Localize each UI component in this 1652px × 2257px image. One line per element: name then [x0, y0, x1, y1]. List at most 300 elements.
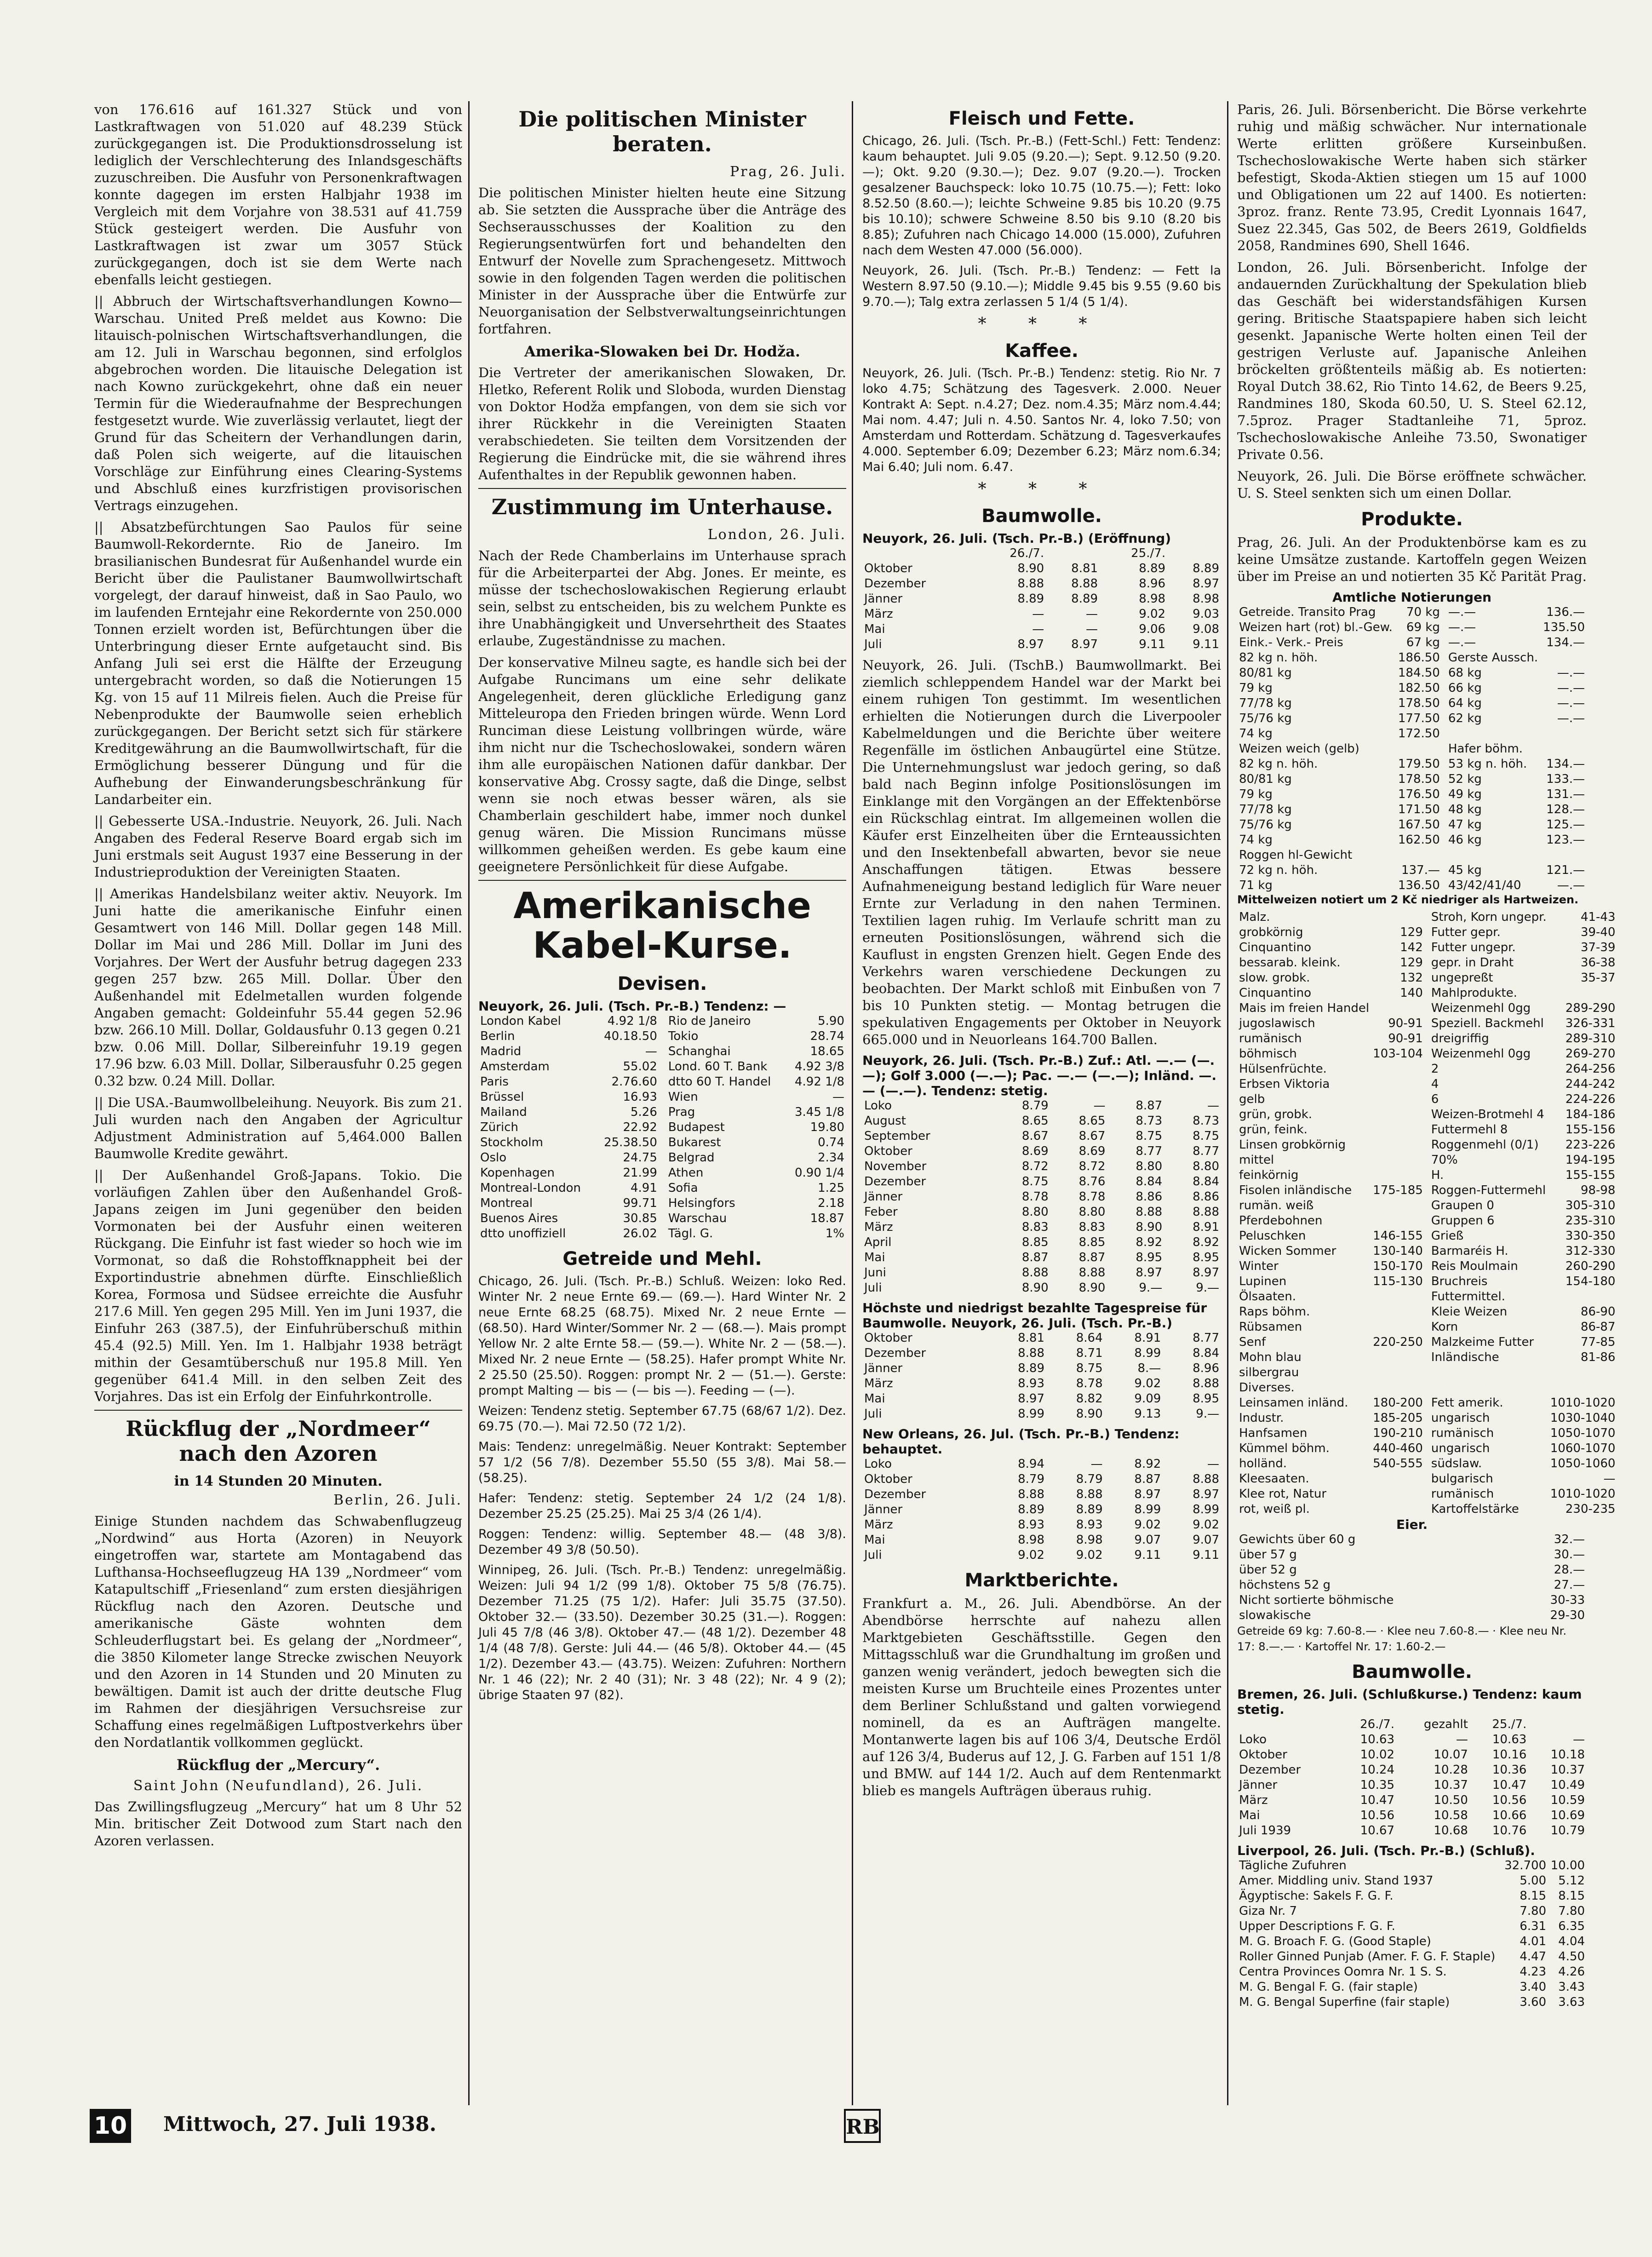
- table-row: [1237, 1808, 1587, 1823]
- table-cell: Getreide. Transito Prag: [1239, 605, 1376, 619]
- table-row: [1237, 772, 1587, 787]
- table-cell: 185-205: [1373, 1411, 1423, 1425]
- table-row: [1237, 1350, 1617, 1365]
- table-cell: —: [1456, 1733, 1468, 1746]
- table-cell: 5.90: [818, 1014, 844, 1028]
- table-cell: 0.74: [818, 1136, 844, 1149]
- table-cell: Feber: [864, 1205, 898, 1219]
- table-cell: 9.02: [1134, 1377, 1161, 1390]
- table-cell: —.—: [1448, 636, 1476, 649]
- table-row: [1237, 1411, 1617, 1426]
- table-cell: Dezember: [864, 1346, 926, 1360]
- table-row: [862, 1487, 1221, 1502]
- table-cell: mittel: [1239, 1153, 1274, 1167]
- table-cell: 70%: [1431, 1153, 1458, 1167]
- table-cell: 9.07: [1134, 1533, 1161, 1547]
- table-row: [1237, 1168, 1617, 1183]
- table-cell: 9.02: [1018, 1548, 1044, 1562]
- table-row: [1237, 1823, 1587, 1838]
- divider: [478, 880, 846, 881]
- table-cell: Malzkeime Futter: [1431, 1335, 1534, 1349]
- table-row: [1237, 986, 1617, 1001]
- table-cell: Futter gepr.: [1431, 925, 1501, 939]
- table-cell: 19.80: [810, 1120, 844, 1134]
- table-cell: Tägl. G.: [668, 1227, 713, 1240]
- table-cell: Jänner: [864, 1503, 903, 1516]
- table-cell: 35-37: [1580, 971, 1616, 985]
- table-cell: Weizen hart (rot) bl.-Gew.: [1239, 620, 1393, 634]
- table-cell: Bukarest: [668, 1136, 721, 1149]
- table-row: [1237, 1964, 1587, 1980]
- table-cell: 30.—: [1554, 1548, 1585, 1562]
- table-cell: 10.35: [1360, 1778, 1394, 1792]
- table-cell: 134.—: [1546, 757, 1585, 771]
- table-row: [1237, 1380, 1617, 1396]
- table-cell: Jänner: [864, 1190, 903, 1204]
- table-cell: 115-130: [1373, 1275, 1423, 1288]
- table-row: [1237, 1873, 1587, 1889]
- table-cell: 90-91: [1388, 1017, 1423, 1030]
- table-cell: 8.78: [1078, 1190, 1106, 1204]
- page-number: 10: [90, 2109, 131, 2143]
- table-cell: Barmaréis H.: [1431, 1244, 1509, 1258]
- section-devisen: Devisen.: [617, 973, 707, 994]
- table-cell: 8.83: [1021, 1220, 1049, 1234]
- table-cell: 8.75: [1021, 1175, 1049, 1189]
- table-cell: [1371, 1213, 1425, 1229]
- table-cell: 8.99: [1193, 1503, 1219, 1516]
- table-cell: 30-33: [1550, 1593, 1585, 1607]
- table-cell: 8.88: [1136, 1205, 1163, 1219]
- section-fleisch: Fleisch und Fette.: [948, 108, 1135, 129]
- table-cell: 8.91: [1134, 1331, 1161, 1345]
- table-cell: 269-270: [1565, 1047, 1616, 1061]
- table-cell: 8.90: [1076, 1407, 1103, 1421]
- table-cell: Juni: [864, 1266, 886, 1280]
- dateline: London, 26. Juli.: [707, 527, 846, 543]
- table-cell: 36-38: [1580, 956, 1616, 970]
- table-cell: Madrid: [480, 1045, 522, 1058]
- table-row: [862, 1114, 1221, 1129]
- table-cell: [1396, 848, 1442, 863]
- article-paragraph: London, 26. Juli. Börsenbericht. Infolge der andauernden Zurückhaltung der Spekulation blieb das Geschäft bei widerstandsfähigen Kursen gering. Britische Staatspapiere haben sich leicht gesenkt. Japanische Werte holten einen Teil der gestrigen Verluste auf. Japanische Anleihen bröckelten größtenteils mäßig ab. Es notierten: Royal Dutch 38.62, Rio Tinto 14.62, de Beers 9.25, Randmines 180, Skoda 60.50, U. S. Steel 62.12, 7.5proz. Prager Stadtanleihe 71, 5proz. Tschechoslowakische Anleihe 73.50, Swonatiger Private 0.56.: [1237, 259, 1587, 462]
- table-cell: 8.67: [1078, 1129, 1106, 1143]
- table-cell: 4.47: [1520, 1950, 1547, 1964]
- table-cell: 8.64: [1076, 1331, 1103, 1345]
- table-cell: Futter ungepr.: [1431, 941, 1516, 954]
- table-cell: 10.76: [1492, 1824, 1527, 1838]
- table-row: [862, 1346, 1221, 1361]
- table-cell: 25./7.: [1131, 546, 1166, 560]
- table-cell: 540-555: [1373, 1457, 1423, 1470]
- table-cell: 9.06: [1139, 622, 1166, 636]
- table-cell: über 57 g: [1239, 1548, 1297, 1562]
- table-cell: 9.—: [1196, 1407, 1219, 1421]
- table-cell: 1010-1020: [1550, 1487, 1616, 1501]
- table-cell: Erbsen Viktoria: [1239, 1077, 1330, 1091]
- table-cell: 8.88: [1021, 1266, 1049, 1280]
- table-cell: [862, 546, 978, 561]
- article-paragraph: Einige Stunden nachdem das Schwabenflugzeug „Nordwind“ aus Horta (Azoren) in Neuyork eingetroffen war, startete am Montagabend das Lufthansa-Hochseeflugzeug HA 139 „Nordmeer“ vom Katapultschiff „Friesenland“ zum ersten diesjährigen Rückflug nach den Azoren. Deutsche und amerikanische Gäste wohnten dem Schleuderflugstart bei. Es gelang der „Nordmeer“, die 3850 Kilometer lange Strecke zwischen Neuyork und den Azoren in 14 Stunden und 20 Minuten zu bewältigen. Damit ist auch der dritte deutsche Flug im Rahmen der diesjährigen Versuchsreise zur Schaffung eines regelmäßigen Luftpostverkehrs über den Nordatlantik vollkommen geglückt.: [94, 1513, 462, 1750]
- table-cell: 8.76: [1078, 1175, 1106, 1189]
- table-cell: 289-290: [1565, 1001, 1616, 1015]
- table-cell: 8.85: [1021, 1235, 1049, 1249]
- table-cell: 77-85: [1580, 1335, 1616, 1349]
- table-cell: 22.92: [623, 1120, 657, 1134]
- table-cell: 8.89: [1139, 562, 1166, 575]
- table-cell: [1371, 1153, 1425, 1168]
- market-report: Chicago, 26. Juli. (Tsch. Pr.-B.) (Fett-Schl.) Fett: Tendenz: kaum behauptet. Juli 9.05 (9.20.—); Sept. 9.12.50 (9.20.—); Okt. 9.20 (9.30.—); Dez. 9.07 (9.20.—). Trocken gesalzener Bauchspeck: loko 10.75 (10.75.—); Fett: loko 8.52.50 (8.60.—); leichte Schweine 9.85 bis 10.20 (9.75 bis 10.10); schwere Schweine 8.50 bis 9.10 (8.20 bis 8.85); Zufuhren nach Chicago 14.000 (15.000), Zufuhren nach dem Westen 47.000 (56.000).: [862, 134, 1221, 258]
- table-cell: 171.50: [1398, 803, 1440, 816]
- table-cell: [1541, 726, 1587, 741]
- table-cell: 190-210: [1373, 1426, 1423, 1440]
- article-paragraph: Der konservative Milneu sagte, es handle sich bei der Aufgabe Runcimans um eine sehr delikate Angelegenheit, deren glückliche Erledigung ganz Mitteleuropa den Frieden bringen würde. Wenn Lord Runciman diese Leistung vollbringen würde, wäre ihm nicht nur die Tschechoslowakei, sondern wären ihm alle europäischen Nationen dafür dankbar. Der konservative Abg. Crossy sagte, daß die Dinge, selbst wenn sie noch etwas besser wären, als sie Chamberlain geschildert habe, immer noch dunkel genug wären. Die Mission Runcimans müsse willkommen geheißen werden. Es gebe kaum eine geeignetere Persönlichkeit für diese Aufgabe.: [478, 655, 846, 874]
- table-cell: 184-186: [1565, 1108, 1616, 1121]
- table-cell: 8.79: [1018, 1472, 1044, 1486]
- table-cell: [1425, 1380, 1549, 1396]
- table-cell: 8.65: [1078, 1114, 1106, 1128]
- table-row: [862, 1265, 1221, 1281]
- column-2: [474, 101, 851, 2105]
- table-cell: 1030-1040: [1550, 1411, 1616, 1425]
- table-cell: 8.89: [1017, 592, 1044, 606]
- table-cell: 48 kg: [1448, 803, 1482, 816]
- table-cell: 10.28: [1434, 1763, 1468, 1777]
- table-cell: 43/42/41/40: [1448, 879, 1521, 892]
- table-cell: 8.92: [1134, 1457, 1161, 1471]
- table-cell: 326-331: [1565, 1017, 1616, 1030]
- table-cell: Belgrad: [668, 1151, 715, 1165]
- table-cell: [1167, 546, 1221, 561]
- table-cell: 8.89: [1076, 1503, 1103, 1516]
- table-row: [1237, 1229, 1617, 1244]
- table-cell: 9.02: [1139, 607, 1166, 621]
- table-row: [1237, 925, 1617, 940]
- table-cell: 8.95: [1193, 1251, 1219, 1264]
- table-cell: 8.77: [1193, 1144, 1219, 1158]
- table-cell: —: [1093, 1099, 1106, 1113]
- dateline: Berlin, 26. Juli.: [333, 1492, 462, 1508]
- table-cell: Loko: [864, 1099, 892, 1113]
- table-cell: [1541, 650, 1587, 666]
- table-row: [1237, 1304, 1617, 1320]
- table-row: [1237, 681, 1587, 696]
- table-cell: Oktober: [864, 562, 912, 575]
- table-row: [1237, 1858, 1587, 1873]
- table-cell: Tokio: [668, 1029, 699, 1043]
- table-row: [1237, 1562, 1587, 1578]
- table-cell: 8.92: [1193, 1235, 1219, 1249]
- table-cell: September: [864, 1129, 930, 1143]
- table-cell: Klee rot, Natur: [1239, 1487, 1327, 1501]
- table-cell: März: [864, 1518, 893, 1532]
- table-cell: —: [1032, 607, 1044, 621]
- table-cell: 8.89: [1193, 562, 1219, 575]
- table-cell: 74 kg: [1239, 833, 1273, 847]
- table-cell: Diverses.: [1239, 1381, 1295, 1395]
- table-cell: 0.90 1/4: [795, 1166, 844, 1180]
- table-row: [1237, 1001, 1617, 1016]
- cotton-table-hilo: [862, 1331, 1221, 1422]
- table-row: [1237, 620, 1587, 635]
- table-cell: 8.65: [1021, 1114, 1049, 1128]
- table-cell: Kleesaaten.: [1239, 1472, 1309, 1486]
- table-cell: 16.93: [623, 1090, 657, 1104]
- table-cell: 74 kg: [1239, 727, 1273, 741]
- table-cell: 8.15: [1558, 1889, 1585, 1903]
- table-cell: 71 kg: [1239, 879, 1273, 892]
- table-row: [478, 1226, 846, 1241]
- table-cell: 182.50: [1398, 681, 1440, 695]
- table-cell: 8.73: [1193, 1114, 1219, 1128]
- table-cell: 66 kg: [1448, 681, 1482, 695]
- table-cell: —.—: [1448, 620, 1476, 634]
- table-cell: 132: [1400, 971, 1423, 985]
- table-cell: 28.74: [810, 1029, 844, 1043]
- table-cell: 8.89: [1018, 1361, 1044, 1375]
- table-cell: 10.63: [1360, 1733, 1394, 1746]
- table-cell: 175-185: [1373, 1183, 1423, 1197]
- table-cell: 68 kg: [1448, 666, 1482, 680]
- table-cell: Giza Nr. 7: [1239, 1904, 1297, 1918]
- table-row: [1237, 1365, 1617, 1380]
- table-cell: Gewichts über 60 g: [1239, 1533, 1356, 1546]
- table-cell: [1541, 741, 1587, 757]
- table-cell: 8.97: [1017, 637, 1044, 651]
- table-row: [1237, 605, 1587, 620]
- table-cell: 80/81 kg: [1239, 666, 1292, 680]
- table-cell: Kümmel böhm.: [1239, 1441, 1330, 1455]
- table-cell: [1371, 910, 1425, 925]
- table-cell: 8.98: [1076, 1533, 1103, 1547]
- table-cell: 10.02: [1360, 1748, 1394, 1762]
- table-cell: 8.80: [1078, 1205, 1106, 1219]
- table-cell: 39-40: [1580, 925, 1616, 939]
- liverpool-table: [1237, 1858, 1587, 2010]
- market-report: Winnipeg, 26. Juli. (Tsch. Pr.-B.) Tendenz: unregelmäßig. Weizen: Juli 94 1/2 (99 1/8). Oktober 75 5/8 (76.75). Dezember 71.25 (75 1/2). Hafer: Juli 35.75 (37.50). Oktober 32.— (33.50). Dezember 30.25 (31.—). Roggen: Juli 45 7/8 (46 3/8). Oktober 47.— (48 1/2). Dezember 48 1/4 (48 7/8). Gerste: Juli 44.— (46 5/8). Oktober 44.— (45 1/2). Dezember 43.— (43.75). Weizen: Zufuhren: Northern Nr. 1 46 (22); Nr. 2 40 (31); Nr. 3 48 (22); Nr. 4 9 (2); übrige Staaten 97 (82).: [478, 1563, 846, 1702]
- table-cell: —: [645, 1045, 657, 1058]
- section-baumwolle-bremen: Baumwolle.: [1352, 1661, 1472, 1683]
- table-cell: [1549, 1289, 1618, 1304]
- table-cell: rumänisch: [1431, 1487, 1494, 1501]
- table-row: [1237, 1016, 1617, 1031]
- table-cell: 10.00: [1550, 1859, 1585, 1872]
- table-cell: 305-310: [1565, 1199, 1616, 1212]
- table-cell: grobkörnig: [1239, 925, 1303, 939]
- table-cell: 6.31: [1520, 1919, 1547, 1933]
- table-row: [1237, 1137, 1617, 1153]
- table-cell: 46 kg: [1448, 833, 1482, 847]
- table-cell: 177.50: [1398, 712, 1440, 725]
- table-cell: Cinquantino: [1239, 941, 1312, 954]
- table-row: [1237, 1578, 1587, 1593]
- table-cell: gelb: [1239, 1092, 1265, 1106]
- table-cell: Juli: [864, 1281, 882, 1295]
- table-cell: [1371, 1107, 1425, 1122]
- table-cell: 79 kg: [1239, 681, 1273, 695]
- market-header: Höchste und niedrigst bezahlte Tagespreise für Baumwolle. Neuyork, 26. Juli. (Tsch. Pr.-B.): [862, 1300, 1207, 1331]
- table-cell: 1060-1070: [1550, 1441, 1616, 1455]
- column-3: [858, 101, 1226, 2105]
- headline-azoren: Rückflug der „Nordmeer“ nach den Azoren: [126, 1416, 431, 1466]
- table-cell: dtto unoffiziell: [480, 1227, 566, 1240]
- table-cell: Jänner: [864, 1361, 903, 1375]
- table-row: [1237, 1198, 1617, 1213]
- table-cell: 75/76 kg: [1239, 818, 1292, 832]
- table-row: [1237, 833, 1587, 848]
- article-paragraph: Paris, 26. Juli. Börsenbericht. Die Börse verkehrte ruhig und mäßig schwächer. Nur internationale Werte erlitten größere Kurseinbußen. Tschechoslowakische Werte haben sich stärker befestigt, Skoda-Aktien stiegen um 15 auf 1000 und Obligationen um 22 auf 1400. Es notierten: 3proz. franz. Rente 73.95, Credit Lyonnais 1647, Suez 22.345, Gas 502, de Beers 2619, Goldfields 2058, Randmines 690, Shell 1646.: [1237, 102, 1587, 253]
- table-cell: 10.16: [1492, 1748, 1527, 1762]
- table-cell: Mahlprodukte.: [1431, 986, 1517, 1000]
- table-cell: [1371, 1350, 1425, 1365]
- table-cell: Juli: [864, 1407, 882, 1421]
- table-cell: —: [832, 1090, 844, 1104]
- table-cell: 18.65: [810, 1045, 844, 1058]
- table-row: [1237, 1919, 1587, 1934]
- table-cell: 10.50: [1434, 1793, 1468, 1807]
- table-cell: 8.79: [1021, 1099, 1049, 1113]
- table-cell: [1371, 1471, 1425, 1487]
- table-cell: holländ.: [1239, 1457, 1287, 1470]
- table-cell: 8.72: [1021, 1160, 1049, 1173]
- table-row: [1237, 1274, 1617, 1289]
- table-cell: 9.09: [1134, 1392, 1161, 1406]
- table-cell: 10.56: [1360, 1809, 1394, 1822]
- table-cell: Ölsaaten.: [1239, 1290, 1296, 1304]
- table-cell: Wien: [668, 1090, 698, 1104]
- table-row: [1237, 848, 1587, 863]
- table-row: [1237, 1904, 1587, 1919]
- table-cell: Helsingfors: [668, 1196, 735, 1210]
- table-cell: 3.40: [1520, 1980, 1547, 1994]
- table-cell: 121.—: [1546, 863, 1585, 877]
- table-cell: 10.18: [1550, 1748, 1585, 1762]
- table-row: [478, 1044, 846, 1059]
- table-cell: 27.—: [1554, 1578, 1585, 1592]
- table-cell: dtto 60 T. Handel: [668, 1075, 771, 1089]
- table-cell: 8.89: [1018, 1503, 1044, 1516]
- table-cell: 1%: [825, 1227, 844, 1240]
- table-cell: 312-330: [1565, 1244, 1616, 1258]
- table-cell: März: [864, 1220, 893, 1234]
- page-footer: [90, 2109, 880, 2146]
- article-paragraph: || Gebesserte USA.-Industrie. Neuyork, 26. Juli. Nach Angaben des Federal Reserve Board ergab sich im Juni erstmals seit August 1937 eine Besserung in der Industrieproduktion der Vereinigten Staaten.: [94, 813, 462, 880]
- section-getreide: Getreide und Mehl.: [562, 1248, 762, 1269]
- table-cell: 8.93: [1076, 1518, 1103, 1532]
- table-cell: —: [1086, 622, 1098, 636]
- table-cell: Paris: [480, 1075, 509, 1089]
- table-cell: 26.02: [623, 1227, 657, 1240]
- table-cell: grün, feink.: [1239, 1123, 1308, 1137]
- table-cell: 330-350: [1565, 1229, 1616, 1243]
- table-cell: 129: [1400, 925, 1423, 939]
- table-row: [1237, 1259, 1617, 1274]
- table-cell: Gerste Aussch.: [1448, 651, 1538, 665]
- table-cell: 103-104: [1373, 1047, 1423, 1061]
- divider: [94, 1410, 462, 1411]
- table-cell: November: [864, 1160, 927, 1173]
- table-cell: über 52 g: [1239, 1563, 1297, 1577]
- table-cell: April: [864, 1235, 892, 1249]
- table-cell: 26./7.: [1010, 546, 1044, 560]
- table-cell: Fisolen inländische: [1239, 1183, 1352, 1197]
- table-cell: —: [1573, 1733, 1585, 1746]
- table-cell: 8.67: [1021, 1129, 1049, 1143]
- table-cell: 9.11: [1139, 637, 1166, 651]
- table-cell: 8.88: [1076, 1487, 1103, 1501]
- table-cell: 8.72: [1078, 1160, 1106, 1173]
- table-row: [1237, 787, 1587, 802]
- market-header: New Orleans, 26. Jul. (Tsch. Pr.-B.) Tendenz: behauptet.: [862, 1426, 1180, 1457]
- table-cell: —.—: [1557, 879, 1585, 892]
- table-cell: rumänisch: [1239, 1032, 1302, 1045]
- table-cell: 172.50: [1398, 727, 1440, 741]
- table-cell: [1046, 546, 1100, 561]
- column-1: [90, 101, 467, 2105]
- table-cell: Oktober: [864, 1144, 912, 1158]
- table-cell: [1425, 1365, 1549, 1380]
- table-cell: 8.75: [1136, 1129, 1163, 1143]
- table-row: [1237, 1949, 1587, 1964]
- table-cell: 8.98: [1193, 592, 1219, 606]
- table-cell: 8.99: [1134, 1346, 1161, 1360]
- headline-mercury: Rückflug der „Mercury“.: [176, 1756, 380, 1774]
- table-cell: 7.80: [1558, 1904, 1585, 1918]
- table-cell: Leinsamen inländ.: [1239, 1396, 1348, 1410]
- table-cell: 9.07: [1193, 1533, 1219, 1547]
- table-row: [1237, 1031, 1617, 1046]
- table-cell: Hanfsamen: [1239, 1426, 1308, 1440]
- table-cell: 9.11: [1193, 1548, 1219, 1562]
- article-paragraph: Frankfurt a. M., 26. Juli. Abendbörse. An der Abendbörse herrschte auf nahezu allen Marktgebieten Geschäftsstille. Gegen den Mittagsschluß war die Grundhaltung im großen und ganzen wenig verändert, jedoch bewegten sich die meisten Kurse um Bruchteile eines Prozentes unter dem Berliner Schlußstand und galten vorwiegend nominell, da es an Aufträgen mangelte. Montanwerte lagen bis auf 106 3/4, Deutsche Erdöl auf 126 3/4, Buderus auf 12, J. G. Farben auf 151 1/8 und BMW. auf 144 1/2. Auch auf dem Rentenmarkt blieb es mangels Aufträgen überaus ruhig.: [862, 1596, 1221, 1798]
- table-cell: [1442, 726, 1541, 741]
- table-cell: März: [1239, 1793, 1268, 1807]
- table-cell: 136.—: [1546, 605, 1585, 619]
- column-rule: [1227, 101, 1228, 2105]
- table-row: [478, 1074, 846, 1090]
- table-cell: —.—: [1448, 605, 1476, 619]
- table-cell: 82 kg n. höh.: [1239, 757, 1318, 771]
- table-cell: 8.91: [1193, 1220, 1219, 1234]
- market-header: Amtliche Notierungen: [1332, 590, 1491, 605]
- article-paragraph: Nach der Rede Chamberlains im Unterhause sprach für die Arbeiterpartei der Abg. Jones. Er meinte, es müsse der tschechoslowakischen Regierung erlaubt sein, selbst zu entscheiden, bis zu welchem Punkte es ihre Unabhängigkeit und Unversehrtheit des Staates erlaube, Zugeständnisse zu machen.: [478, 548, 846, 649]
- table-cell: ungarisch: [1431, 1441, 1490, 1455]
- table-cell: Linsen grobkörnig: [1239, 1138, 1346, 1152]
- table-cell: [1371, 1092, 1425, 1107]
- table-row: [862, 1407, 1221, 1422]
- table-cell: Speziell. Backmehl: [1431, 1017, 1544, 1030]
- table-row: [1237, 1593, 1587, 1608]
- table-cell: Schanghai: [668, 1045, 731, 1058]
- market-report: Chicago, 26. Juli. (Tsch. Pr.-B.) Schluß. Weizen: loko Red. Winter Nr. 2 neue Ernte 69.— (69.—). Hard Winter Nr. 2 neue Ernte 68.25 (68.75). Mixed Nr. 2 neue Ernte — (68.50). Hard Winter/Sommer Nr. 2 — (68.—). Mais prompt Yellow Nr. 2 alte Ernte 58.— (59.—). White Nr. 2 — (58.—). Mixed Nr. 2 neue Ernte — (58.25). Hafer prompt White Nr. 2 25.50 (25.50). Roggen: prompt Nr. 2 — (51.—). Gerste: prompt Malting — bis — (— bis —). Feeding — (—).: [478, 1274, 846, 1398]
- table-cell: M. G. Broach F. G. (Good Staple): [1239, 1935, 1431, 1948]
- table-row: [1237, 741, 1587, 757]
- table-cell: 9.11: [1134, 1548, 1161, 1562]
- table-cell: 8.81: [1018, 1331, 1044, 1345]
- table-row: [1237, 802, 1587, 817]
- table-row: [1237, 1763, 1587, 1778]
- table-cell: Korn: [1431, 1320, 1458, 1334]
- section-produkte: Produkte.: [1361, 509, 1463, 530]
- table-cell: Inländische: [1431, 1350, 1499, 1364]
- table-cell: 80/81 kg: [1239, 772, 1292, 786]
- table-cell: Kleie Weizen: [1431, 1305, 1508, 1319]
- table-cell: 10.63: [1492, 1733, 1527, 1746]
- table-cell: 10.37: [1434, 1778, 1468, 1792]
- table-row: [1237, 1289, 1617, 1304]
- table-cell: Industr.: [1239, 1411, 1284, 1425]
- table-cell: 37-39: [1580, 941, 1616, 954]
